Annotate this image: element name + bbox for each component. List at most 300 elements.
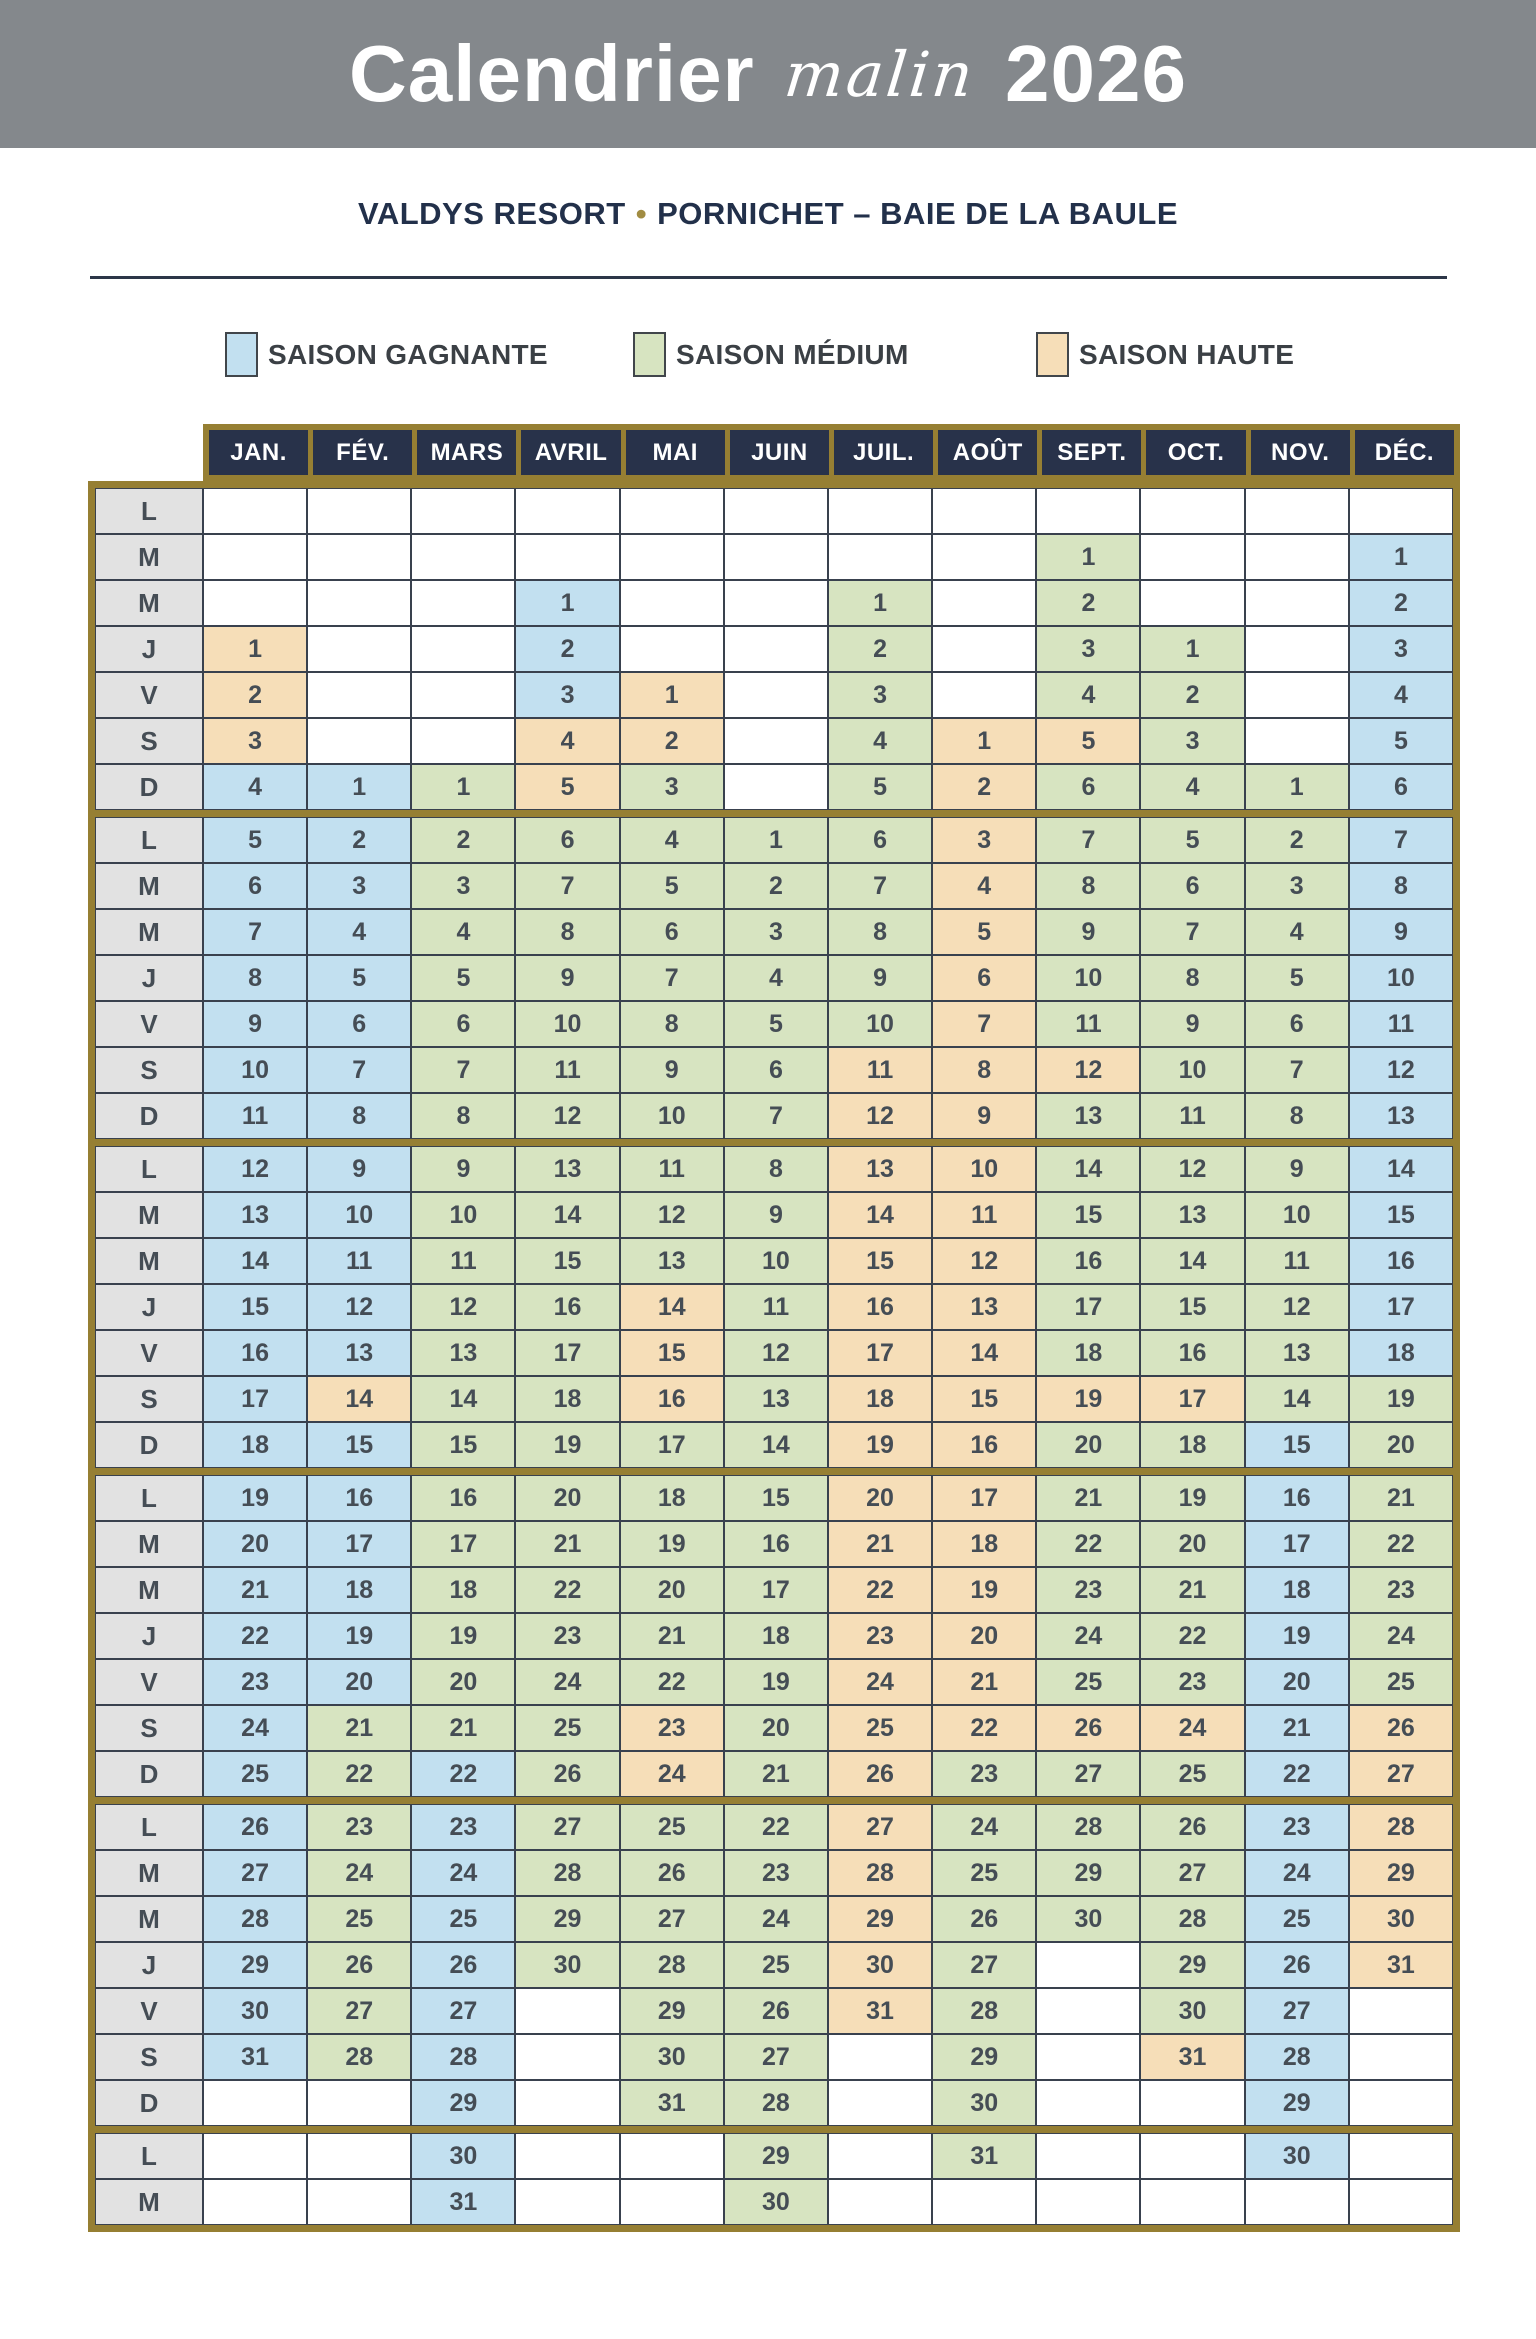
day-cell: 4	[411, 909, 515, 955]
day-cell: 13	[1349, 1093, 1453, 1139]
day-cell: 7	[932, 1001, 1036, 1047]
day-cell: 7	[1349, 817, 1453, 863]
day-cell: 6	[1036, 764, 1140, 810]
legend-swatch-medium	[633, 332, 666, 377]
day-cell: 5	[411, 955, 515, 1001]
day-cell: 25	[307, 1896, 411, 1942]
day-cell: 7	[1245, 1047, 1349, 1093]
day-cell: 2	[203, 672, 307, 718]
day-cell: 5	[307, 955, 411, 1001]
calendar-row	[95, 1705, 1453, 1751]
day-cell: 29	[515, 1896, 619, 1942]
day-cell: 15	[307, 1422, 411, 1468]
day-cell: 22	[724, 1804, 828, 1850]
day-cell: 23	[1036, 1567, 1140, 1613]
day-cell: 6	[1140, 863, 1244, 909]
day-cell: 14	[1349, 1146, 1453, 1192]
month-header-2: MARS	[417, 430, 516, 475]
day-cell	[203, 534, 307, 580]
day-cell: 28	[203, 1896, 307, 1942]
day-cell: 16	[515, 1284, 619, 1330]
day-cell	[828, 488, 932, 534]
day-cell: 20	[724, 1705, 828, 1751]
day-cell: 12	[307, 1284, 411, 1330]
day-cell: 10	[1245, 1192, 1349, 1238]
day-cell	[1245, 626, 1349, 672]
day-of-week-label: M	[95, 1238, 203, 1284]
day-cell: 25	[1349, 1659, 1453, 1705]
day-cell: 26	[307, 1942, 411, 1988]
day-cell: 10	[724, 1238, 828, 1284]
day-cell: 9	[307, 1146, 411, 1192]
day-cell: 11	[1036, 1001, 1140, 1047]
day-cell: 3	[1140, 718, 1244, 764]
day-cell: 2	[1245, 817, 1349, 863]
day-cell: 2	[1140, 672, 1244, 718]
day-of-week-label: M	[95, 534, 203, 580]
day-cell: 2	[515, 626, 619, 672]
day-cell: 19	[203, 1475, 307, 1521]
day-cell	[932, 626, 1036, 672]
day-cell: 25	[932, 1850, 1036, 1896]
day-cell: 18	[932, 1521, 1036, 1567]
day-cell: 1	[203, 626, 307, 672]
day-cell	[1140, 580, 1244, 626]
day-cell: 20	[1245, 1659, 1349, 1705]
day-cell: 9	[932, 1093, 1036, 1139]
day-of-week-label: L	[95, 2133, 203, 2179]
day-cell: 15	[515, 1238, 619, 1284]
day-of-week-label: S	[95, 1705, 203, 1751]
day-cell: 25	[620, 1804, 724, 1850]
day-cell: 12	[724, 1330, 828, 1376]
day-of-week-label: J	[95, 955, 203, 1001]
day-cell: 15	[1349, 1192, 1453, 1238]
day-cell: 2	[932, 764, 1036, 810]
day-cell: 3	[1036, 626, 1140, 672]
day-cell: 22	[307, 1751, 411, 1797]
day-cell: 2	[411, 817, 515, 863]
day-cell: 23	[1245, 1804, 1349, 1850]
calendar-row	[95, 1567, 1453, 1613]
day-cell	[620, 488, 724, 534]
day-cell: 29	[411, 2080, 515, 2126]
day-cell: 7	[203, 909, 307, 955]
day-cell	[307, 2133, 411, 2179]
month-header-4: MAI	[626, 430, 725, 475]
calendar-row	[95, 1376, 1453, 1422]
day-cell: 10	[1349, 955, 1453, 1001]
day-cell: 14	[828, 1192, 932, 1238]
day-cell: 6	[724, 1047, 828, 1093]
day-cell: 6	[828, 817, 932, 863]
day-cell: 12	[932, 1238, 1036, 1284]
day-cell: 12	[828, 1093, 932, 1139]
day-cell: 25	[515, 1705, 619, 1751]
day-cell: 22	[411, 1751, 515, 1797]
day-cell: 7	[411, 1047, 515, 1093]
day-cell: 13	[932, 1284, 1036, 1330]
day-cell: 18	[1036, 1330, 1140, 1376]
day-cell: 11	[307, 1238, 411, 1284]
day-cell: 10	[620, 1093, 724, 1139]
day-of-week-label: V	[95, 1988, 203, 2034]
day-cell: 21	[620, 1613, 724, 1659]
day-cell: 6	[1349, 764, 1453, 810]
day-cell: 22	[1349, 1521, 1453, 1567]
day-cell: 6	[515, 817, 619, 863]
day-cell: 21	[307, 1705, 411, 1751]
day-cell	[1245, 2179, 1349, 2225]
day-cell: 31	[411, 2179, 515, 2225]
calendar-row	[95, 1942, 1453, 1988]
day-cell	[1349, 2034, 1453, 2080]
day-cell: 9	[828, 955, 932, 1001]
day-cell	[307, 672, 411, 718]
day-cell: 18	[620, 1475, 724, 1521]
day-cell: 23	[307, 1804, 411, 1850]
day-cell	[1140, 488, 1244, 534]
day-cell: 12	[1036, 1047, 1140, 1093]
day-cell: 3	[932, 817, 1036, 863]
season-legend	[0, 332, 1536, 382]
day-cell: 22	[1140, 1613, 1244, 1659]
day-cell	[828, 2133, 932, 2179]
day-cell	[932, 488, 1036, 534]
day-cell: 17	[1245, 1521, 1349, 1567]
day-cell: 24	[307, 1850, 411, 1896]
day-cell	[1140, 2133, 1244, 2179]
day-cell: 28	[828, 1850, 932, 1896]
day-cell: 4	[724, 955, 828, 1001]
day-cell: 3	[724, 909, 828, 955]
day-cell: 30	[411, 2133, 515, 2179]
day-cell: 22	[1036, 1521, 1140, 1567]
day-cell: 7	[1036, 817, 1140, 863]
day-cell: 27	[1349, 1751, 1453, 1797]
day-cell: 8	[724, 1146, 828, 1192]
day-cell: 26	[1245, 1942, 1349, 1988]
day-cell: 12	[515, 1093, 619, 1139]
day-of-week-label: S	[95, 718, 203, 764]
day-cell: 4	[828, 718, 932, 764]
month-header-6: JUIL.	[834, 430, 933, 475]
day-cell: 29	[1349, 1850, 1453, 1896]
day-cell: 22	[1245, 1751, 1349, 1797]
day-cell: 5	[932, 909, 1036, 955]
day-cell	[1036, 2179, 1140, 2225]
day-cell	[828, 534, 932, 580]
calendar-row	[95, 1192, 1453, 1238]
day-cell: 18	[515, 1376, 619, 1422]
day-cell: 29	[1140, 1942, 1244, 1988]
day-cell: 3	[620, 764, 724, 810]
day-cell: 14	[1140, 1238, 1244, 1284]
day-cell: 29	[932, 2034, 1036, 2080]
day-cell: 19	[828, 1422, 932, 1468]
day-cell: 7	[620, 955, 724, 1001]
calendar-grid	[88, 481, 1460, 2232]
calendar-row	[95, 718, 1453, 764]
day-cell: 30	[1349, 1896, 1453, 1942]
day-cell: 17	[203, 1376, 307, 1422]
day-cell	[307, 580, 411, 626]
day-cell	[1036, 1988, 1140, 2034]
day-cell: 28	[1349, 1804, 1453, 1850]
day-cell: 3	[307, 863, 411, 909]
day-cell: 2	[307, 817, 411, 863]
day-cell: 12	[411, 1284, 515, 1330]
day-cell: 22	[620, 1659, 724, 1705]
day-cell: 24	[1245, 1850, 1349, 1896]
day-cell: 1	[932, 718, 1036, 764]
subtitle-resort: VALDYS RESORT	[357, 196, 626, 231]
day-cell: 16	[1349, 1238, 1453, 1284]
day-of-week-label: V	[95, 1330, 203, 1376]
day-cell: 11	[515, 1047, 619, 1093]
day-cell	[515, 2034, 619, 2080]
day-cell: 14	[724, 1422, 828, 1468]
day-cell	[724, 764, 828, 810]
day-cell: 4	[515, 718, 619, 764]
calendar-row	[95, 1330, 1453, 1376]
subtitle-bullet-icon: •	[635, 196, 648, 231]
day-cell: 23	[724, 1850, 828, 1896]
day-cell	[203, 2080, 307, 2126]
divider-rule	[90, 276, 1447, 279]
day-cell	[1349, 2133, 1453, 2179]
day-cell	[1245, 580, 1349, 626]
calendar-row	[95, 1284, 1453, 1330]
day-cell: 11	[1140, 1093, 1244, 1139]
legend-swatch-haute	[1036, 332, 1069, 377]
day-cell: 13	[515, 1146, 619, 1192]
day-cell: 15	[1245, 1422, 1349, 1468]
title-band	[0, 0, 1536, 148]
day-cell	[203, 488, 307, 534]
day-cell: 19	[1036, 1376, 1140, 1422]
day-cell: 7	[828, 863, 932, 909]
day-cell: 16	[307, 1475, 411, 1521]
day-cell: 19	[515, 1422, 619, 1468]
day-cell: 30	[515, 1942, 619, 1988]
title-year: 2026	[1005, 29, 1187, 118]
day-cell: 15	[203, 1284, 307, 1330]
day-cell: 9	[1245, 1146, 1349, 1192]
day-cell: 26	[828, 1751, 932, 1797]
day-of-week-label: M	[95, 580, 203, 626]
day-cell: 29	[1245, 2080, 1349, 2126]
day-cell	[515, 2179, 619, 2225]
day-cell: 14	[620, 1284, 724, 1330]
day-cell: 16	[1036, 1238, 1140, 1284]
day-cell: 17	[620, 1422, 724, 1468]
day-cell: 7	[307, 1047, 411, 1093]
calendar-row	[95, 1422, 1453, 1468]
day-cell	[724, 534, 828, 580]
day-cell: 21	[828, 1521, 932, 1567]
day-cell: 13	[411, 1330, 515, 1376]
day-cell: 30	[1036, 1896, 1140, 1942]
day-cell: 22	[515, 1567, 619, 1613]
calendar-row	[95, 626, 1453, 672]
day-cell: 21	[1036, 1475, 1140, 1521]
day-of-week-label: D	[95, 764, 203, 810]
day-cell: 2	[828, 626, 932, 672]
day-cell: 15	[1036, 1192, 1140, 1238]
day-cell	[411, 672, 515, 718]
calendar-row	[95, 1850, 1453, 1896]
day-of-week-label: V	[95, 1659, 203, 1705]
day-cell: 10	[411, 1192, 515, 1238]
day-cell: 27	[411, 1988, 515, 2034]
day-cell: 30	[1140, 1988, 1244, 2034]
day-cell	[411, 626, 515, 672]
day-of-week-label: S	[95, 1376, 203, 1422]
day-cell	[828, 2179, 932, 2225]
day-cell: 11	[828, 1047, 932, 1093]
day-cell: 17	[932, 1475, 1036, 1521]
day-cell: 8	[307, 1093, 411, 1139]
day-cell	[932, 672, 1036, 718]
day-cell: 11	[1245, 1238, 1349, 1284]
resort-subtitle	[0, 196, 1536, 232]
calendar-row	[95, 488, 1453, 534]
day-cell: 3	[411, 863, 515, 909]
day-cell: 10	[1140, 1047, 1244, 1093]
day-cell	[307, 718, 411, 764]
day-cell	[1349, 2080, 1453, 2126]
day-cell: 15	[828, 1238, 932, 1284]
day-cell: 21	[1349, 1475, 1453, 1521]
day-cell: 1	[307, 764, 411, 810]
day-cell: 28	[1140, 1896, 1244, 1942]
day-cell: 26	[203, 1804, 307, 1850]
day-cell	[932, 534, 1036, 580]
day-cell	[1140, 534, 1244, 580]
day-cell: 18	[1245, 1567, 1349, 1613]
day-of-week-label: M	[95, 1192, 203, 1238]
day-cell: 19	[620, 1521, 724, 1567]
day-cell	[307, 488, 411, 534]
day-cell: 8	[828, 909, 932, 955]
day-cell: 13	[620, 1238, 724, 1284]
month-header-10: NOV.	[1251, 430, 1350, 475]
day-cell: 15	[411, 1422, 515, 1468]
day-cell: 6	[307, 1001, 411, 1047]
day-cell	[1036, 2080, 1140, 2126]
day-cell	[515, 2133, 619, 2179]
calendar-row	[95, 1468, 1453, 1521]
day-cell	[620, 534, 724, 580]
calendar-row	[95, 1797, 1453, 1850]
calendar-row	[95, 2034, 1453, 2080]
day-cell: 9	[411, 1146, 515, 1192]
legend-label-gagnante: SAISON GAGNANTE	[268, 338, 548, 370]
day-cell: 21	[1245, 1705, 1349, 1751]
day-cell	[1245, 488, 1349, 534]
day-of-week-label: D	[95, 1093, 203, 1139]
day-cell	[932, 2179, 1036, 2225]
day-cell: 27	[828, 1804, 932, 1850]
day-cell: 23	[620, 1705, 724, 1751]
day-cell: 12	[203, 1146, 307, 1192]
day-cell: 28	[724, 2080, 828, 2126]
day-cell: 24	[1349, 1613, 1453, 1659]
day-cell: 30	[932, 2080, 1036, 2126]
day-cell: 1	[411, 764, 515, 810]
legend-item-gagnante	[225, 332, 548, 377]
day-cell: 17	[515, 1330, 619, 1376]
day-cell: 25	[411, 1896, 515, 1942]
day-of-week-label: S	[95, 1047, 203, 1093]
calendar-row	[95, 1001, 1453, 1047]
day-cell	[1036, 2034, 1140, 2080]
day-cell: 19	[1140, 1475, 1244, 1521]
day-cell: 5	[1245, 955, 1349, 1001]
day-cell: 16	[203, 1330, 307, 1376]
day-cell: 2	[1349, 580, 1453, 626]
day-cell: 27	[1245, 1988, 1349, 2034]
day-cell: 11	[620, 1146, 724, 1192]
day-cell: 20	[620, 1567, 724, 1613]
day-cell: 20	[203, 1521, 307, 1567]
day-cell	[203, 580, 307, 626]
day-cell: 14	[1245, 1376, 1349, 1422]
day-cell: 10	[1036, 955, 1140, 1001]
day-cell: 3	[828, 672, 932, 718]
day-of-week-label: J	[95, 1284, 203, 1330]
day-cell: 5	[724, 1001, 828, 1047]
day-cell	[515, 1988, 619, 2034]
day-cell	[724, 580, 828, 626]
day-of-week-label: D	[95, 1751, 203, 1797]
day-cell: 8	[932, 1047, 1036, 1093]
title-script: malin	[780, 37, 979, 111]
day-of-week-label: D	[95, 2080, 203, 2126]
day-cell: 16	[1140, 1330, 1244, 1376]
day-cell: 24	[411, 1850, 515, 1896]
day-cell: 15	[620, 1330, 724, 1376]
day-cell: 24	[1140, 1705, 1244, 1751]
day-cell: 16	[724, 1521, 828, 1567]
day-cell: 23	[828, 1613, 932, 1659]
day-cell	[620, 2133, 724, 2179]
day-cell	[724, 672, 828, 718]
day-cell: 3	[1349, 626, 1453, 672]
day-cell: 17	[724, 1567, 828, 1613]
day-cell: 11	[932, 1192, 1036, 1238]
day-cell: 18	[411, 1567, 515, 1613]
day-of-week-label: J	[95, 1613, 203, 1659]
day-cell: 30	[1245, 2133, 1349, 2179]
day-cell: 21	[724, 1751, 828, 1797]
day-cell: 13	[828, 1146, 932, 1192]
day-cell: 25	[203, 1751, 307, 1797]
day-cell: 4	[1245, 909, 1349, 955]
day-cell: 12	[1245, 1284, 1349, 1330]
day-cell: 5	[1036, 718, 1140, 764]
day-of-week-label: D	[95, 1422, 203, 1468]
day-cell: 14	[932, 1330, 1036, 1376]
day-cell: 1	[828, 580, 932, 626]
day-cell: 1	[1036, 534, 1140, 580]
day-cell: 16	[620, 1376, 724, 1422]
day-cell	[724, 626, 828, 672]
day-cell: 13	[724, 1376, 828, 1422]
day-cell	[1036, 488, 1140, 534]
day-cell	[1349, 2179, 1453, 2225]
